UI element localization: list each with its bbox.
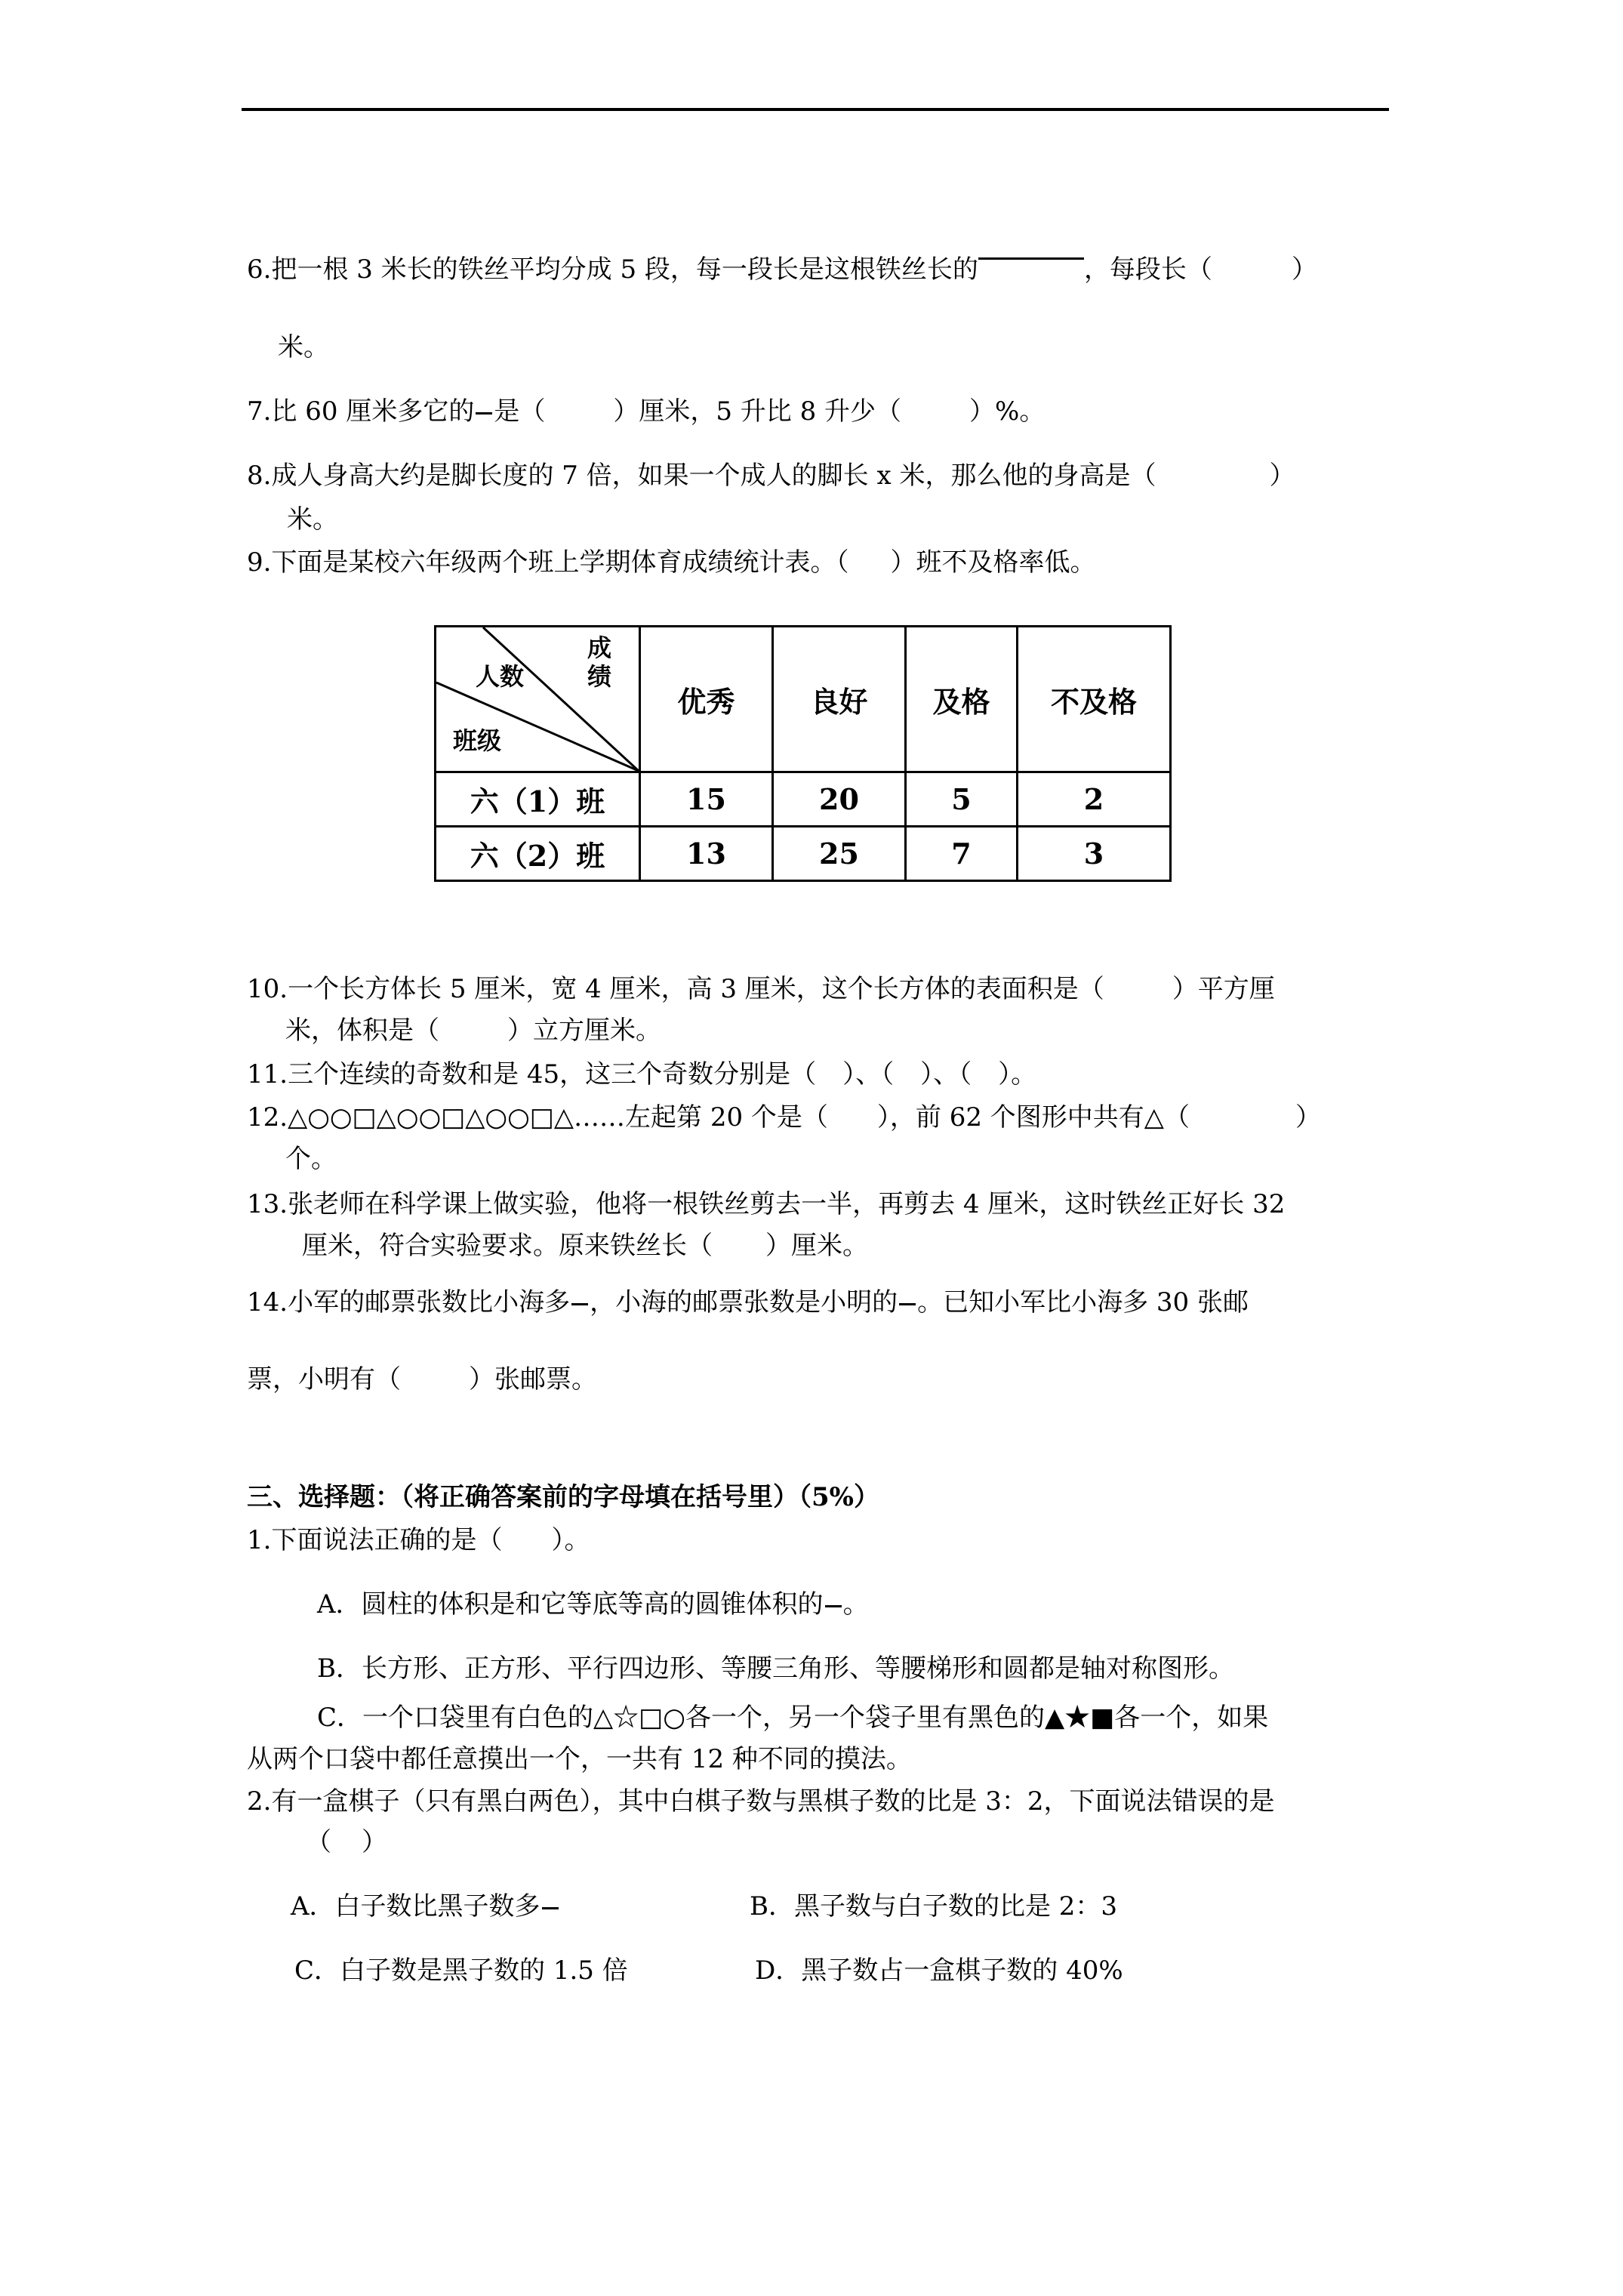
cell-value: 15 [640,772,773,827]
question-14-text-e: ）张邮票。 [469,1364,597,1395]
corner-label-count: 人数 [476,662,525,691]
paren-close: ） [362,1827,387,1857]
fraction [476,412,492,415]
question-13-text-b: ）厘米。 [765,1231,868,1261]
option-a-text: A．白子数比黑子数多 [291,1891,540,1922]
fraction-blank [978,257,1084,260]
option-a-text: A．圆柱的体积是和它等底等高的圆锥体积的 [317,1589,824,1620]
choice-1-option-b: B．长方形、正方形、平行四边形、等腰三角形、等腰梯形和圆都是轴对称图形。 [317,1653,1234,1684]
choice-2-option-d: D．黑子数占一盒棋子数的 40% [755,1955,1123,1986]
question-13-line1: 13.张老师在科学课上做实验，他将一根铁丝剪去一半，再剪去 4 厘米，这时铁丝正好长 32 [247,1189,1286,1219]
question-6-text-b: ，每段长（ [1083,254,1212,285]
question-6-line2: 米。 [278,332,329,362]
question-8-line1 [247,461,1295,491]
question-10-text-b: ）平方厘 [1172,974,1275,1004]
header-rule [242,108,1389,111]
question-10-text-d: ）立方厘米。 [507,1015,661,1046]
header-good: 良好 [773,627,906,772]
question-10-text: 10.一个长方体长 5 厘米，宽 4 厘米，高 3 厘米，这个长方体的表面积是（ [247,974,1104,1004]
choice-2-stem: 2.有一盒棋子（只有黑白两色），其中白棋子数与黑棋子数的比是 3：2，下面说法错误的是 [247,1786,1275,1817]
choice-1-option-c-line2: 从两个口袋中都任意摸出一个，一共有 12 种不同的摸法。 [247,1744,912,1774]
question-8-text: 8.成人身高大约是脚长度的 7 倍，如果一个成人的脚长 x 米，那么他的身高是（ [247,461,1156,491]
question-9 [247,547,1095,578]
fraction [571,1303,588,1305]
question-12-text-b: ），前 62 个图形中共有△（ [876,1102,1190,1133]
cell-value: 7 [906,827,1018,881]
question-12-line2: 个。 [285,1144,337,1174]
cell-value: 5 [906,772,1018,827]
question-9-text-b: ）班不及格率低。 [890,547,1096,578]
question-9-text: 9.下面是某校六年级两个班上学期体育成绩统计表。（ [247,547,849,578]
table-row [436,772,1171,827]
question-14-line1 [247,1287,1249,1318]
row-class-label: 六（2）班 [436,827,640,881]
row-class-label: 六（1）班 [436,772,640,827]
question-14-text-c: 。已知小军比小海多 30 张邮 [917,1287,1249,1318]
question-7-text-d: ）%。 [969,396,1046,427]
header-excellent: 优秀 [640,627,773,772]
table-corner-cell [436,627,640,772]
question-8-paren-close: ） [1269,461,1295,491]
question-14-line2 [247,1364,597,1395]
cell-value: 3 [1018,827,1171,881]
fraction [542,1907,559,1909]
choice-1-text-b: ）。 [551,1525,590,1555]
question-7 [247,396,1045,427]
score-table [434,625,1172,882]
choice-1-option-c-line1: C．一个口袋里有白色的△☆□○各一个，另一个袋子里有黑色的▲★■各一个，如果 [317,1703,1269,1733]
table-row [436,827,1171,881]
choice-2-option-a [291,1891,560,1922]
fraction [825,1605,842,1607]
question-7-text: 7.比 60 厘米多它的 [247,396,475,427]
table-header-row [436,627,1171,772]
choice-1-text: 1.下面说法正确的是（ [247,1525,503,1555]
question-10-line2 [285,1015,661,1046]
choice-1-option-a [317,1589,869,1620]
question-11-end: ）。 [998,1059,1037,1089]
question-7-text-b: 是（ [494,396,546,427]
cell-value: 13 [640,827,773,881]
cell-value: 2 [1018,772,1171,827]
choice-2-option-b: B．黑子数与白子数的比是 2：3 [750,1891,1118,1922]
question-6-line1 [247,254,1317,285]
question-12-paren-close: ） [1295,1102,1321,1133]
question-11-text: 11.三个连续的奇数和是 45，这三个奇数分别是（ [247,1059,817,1089]
option-a-end: 。 [842,1589,869,1620]
question-14-text-b: ，小海的邮票张数是小明的 [590,1287,898,1318]
fraction [899,1303,916,1305]
corner-label-class: 班级 [453,726,502,755]
question-10-line1 [247,974,1275,1004]
cell-value: 25 [773,827,906,881]
choice-2-answer [306,1827,387,1857]
question-13-text: 厘米，符合实验要求。原来铁丝长（ [302,1231,713,1261]
question-12-line1 [247,1102,1321,1133]
choice-1-stem [247,1525,590,1555]
question-6-paren-close: ） [1291,254,1317,285]
question-7-text-c: ）厘米，5 升比 8 升少（ [613,396,902,427]
paren-open: （ [306,1827,331,1857]
question-13-line2 [302,1231,868,1261]
question-6-text: 6.把一根 3 米长的铁丝平均分成 5 段，每一段长是这根铁丝长的 [247,254,978,285]
choice-2-option-c: C．白子数是黑子数的 1.5 倍 [294,1955,628,1986]
header-fail: 不及格 [1018,627,1171,772]
section-3-title: 三、选择题：（将正确答案前的字母填在括号里）（5%） [247,1482,879,1512]
question-10-text-c: 米，体积是（ [285,1015,439,1046]
question-12-text: 12.△○○□△○○□△○○□△……左起第 20 个是（ [247,1102,828,1133]
corner-label-grade: 成 绩 [587,633,612,691]
question-11-sep: ）、（ [842,1059,895,1089]
question-14-text: 14.小军的邮票张数比小海多 [247,1287,571,1318]
question-11 [247,1059,1036,1089]
question-11-sep: ）、（ [920,1059,972,1089]
header-pass: 及格 [906,627,1018,772]
question-8-line2: 米。 [287,504,338,535]
cell-value: 20 [773,772,906,827]
question-14-text-d: 票，小明有（ [247,1364,401,1395]
